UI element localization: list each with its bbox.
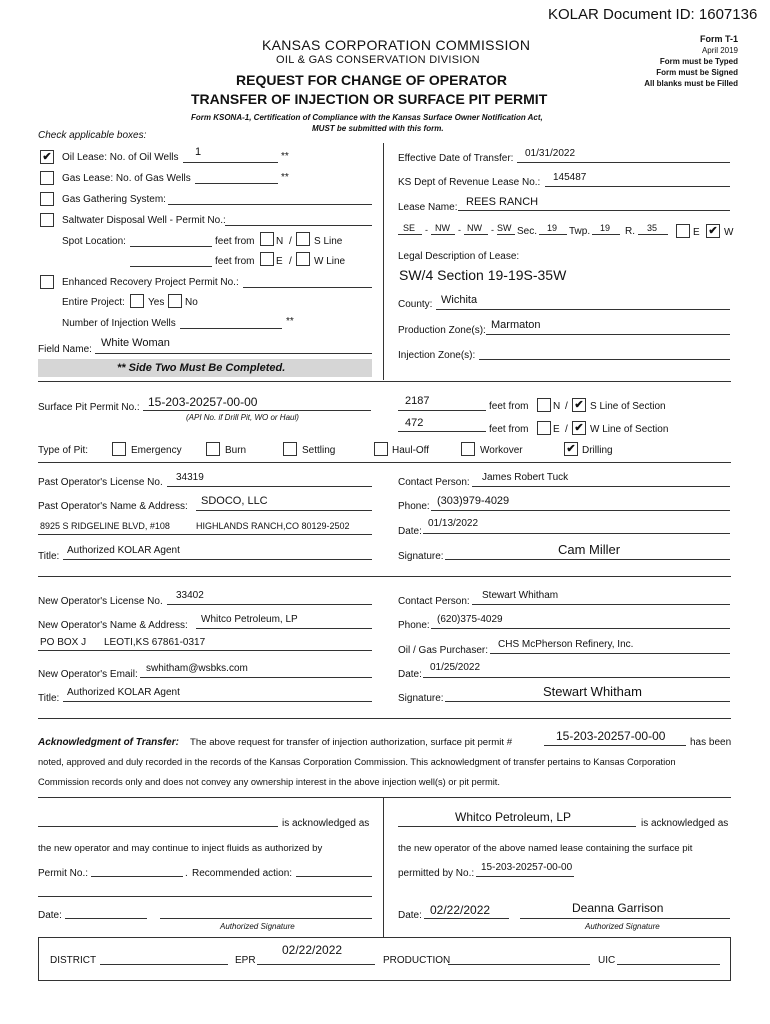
- form-date: April 2019: [701, 46, 738, 55]
- side-two-note: ** Side Two Must Be Completed.: [117, 362, 286, 374]
- pit-n-label: N: [553, 401, 561, 412]
- purchaser-value[interactable]: CHS McPherson Refinery, Inc.: [498, 639, 634, 650]
- form-title-line2: TRANSFER OF INJECTION OR SURFACE PIT PERMIT: [191, 91, 548, 107]
- drilling-checkbox[interactable]: ✔: [564, 442, 578, 456]
- n-checkbox[interactable]: [260, 232, 274, 246]
- oil-wells-value[interactable]: 1: [195, 146, 202, 158]
- past-address-1[interactable]: 8925 S RIDGELINE BLVD, #108: [40, 521, 170, 531]
- lease-name-line: [458, 210, 730, 211]
- slash-2: /: [289, 256, 292, 267]
- new-license-label: New Operator's License No.: [38, 596, 163, 607]
- field-name-value[interactable]: White Woman: [101, 337, 170, 349]
- division-name: OIL & GAS CONSERVATION DIVISION: [276, 54, 480, 66]
- past-phone-label: Phone:: [398, 501, 430, 512]
- new-phone-label: Phone:: [398, 620, 430, 631]
- n-label: N: [276, 236, 284, 247]
- gas-gathering-line: [168, 204, 372, 205]
- pit-e-checkbox[interactable]: [537, 421, 551, 435]
- left-ack-line: [38, 826, 278, 827]
- section-separator-1: [38, 381, 731, 382]
- left-signature-line: [160, 918, 372, 919]
- slash-4: /: [565, 424, 568, 435]
- agency-name: KANSAS CORPORATION COMMISSION: [262, 37, 531, 53]
- e-label: E: [276, 256, 283, 267]
- saltwater-checkbox[interactable]: [40, 213, 54, 227]
- left-date-label: Date:: [38, 910, 62, 921]
- uic-line: [617, 964, 720, 965]
- past-name-label: Past Operator's Name & Address:: [38, 501, 188, 512]
- past-signature-label: Signature:: [398, 551, 444, 562]
- production-label: PRODUCTION: [383, 955, 451, 966]
- ack-text-1: The above request for transfer of injection authorization, surface pit permit #: [190, 737, 513, 748]
- new-contact-label: Contact Person:: [398, 596, 470, 607]
- spot-line: [130, 246, 212, 247]
- past-title-label: Title:: [38, 551, 60, 562]
- pit-s-checkbox[interactable]: ✔: [572, 398, 586, 412]
- right-date-line: [424, 918, 509, 919]
- district-label: DISTRICT: [50, 955, 97, 966]
- past-name-value[interactable]: SDOCO, LLC: [201, 495, 268, 507]
- hauloff-label: Haul-Off: [392, 445, 430, 456]
- past-contact-value[interactable]: James Robert Tuck: [482, 472, 569, 483]
- spot-line-2: [130, 266, 212, 267]
- ack-text-3: Commission records only and does not convey any ownership interest in the above injection well(s) or pit permit.: [38, 777, 500, 787]
- twp-value[interactable]: 19: [600, 223, 611, 233]
- new-signature-line: [445, 701, 730, 702]
- dash-1: -: [425, 225, 428, 235]
- permit-no-label: Permit No.:: [38, 868, 89, 879]
- yes-checkbox[interactable]: [130, 294, 144, 308]
- pit-permit-label: Surface Pit Permit No.:: [38, 402, 140, 413]
- permit-no-line: [91, 876, 183, 877]
- pit-feet-from: feet from: [489, 401, 529, 412]
- workover-label: Workover: [480, 445, 523, 456]
- pit-e-label: E: [553, 424, 560, 435]
- new-address-line: [38, 650, 372, 651]
- past-signature-line: [445, 559, 730, 560]
- oil-wells-line: [183, 162, 278, 163]
- past-phone-line: [431, 510, 730, 511]
- left-ack-label: is acknowledged as: [282, 818, 370, 829]
- field-name-line: [95, 353, 372, 354]
- effective-date-label: Effective Date of Transfer:: [398, 153, 514, 164]
- ft2-line: [398, 431, 486, 432]
- left-auth-signature: Authorized Signature: [220, 922, 295, 931]
- settling-label: Settling: [302, 445, 336, 456]
- district-line: [100, 964, 228, 965]
- quarter-4[interactable]: SW: [497, 223, 512, 233]
- prod-zone-label: Production Zone(s):: [398, 325, 486, 336]
- ks-dept-line: [545, 186, 730, 187]
- check-boxes-label: Check applicable boxes:: [38, 130, 147, 141]
- past-name-line: [196, 510, 372, 511]
- enhanced-line: [243, 287, 372, 288]
- new-date-label: Date:: [398, 669, 422, 680]
- entire-project-label: Entire Project:: [62, 297, 125, 308]
- effective-date-line: [517, 162, 730, 163]
- legal-desc-value[interactable]: SW/4 Section 19-19S-35W: [399, 267, 567, 283]
- settling-checkbox[interactable]: [283, 442, 297, 456]
- form-title-line1: REQUEST FOR CHANGE OF OPERATOR: [236, 72, 507, 88]
- right-ack-label: is acknowledged as: [641, 818, 729, 829]
- ksona-note-2: MUST be submitted with this form.: [312, 124, 444, 133]
- enhanced-checkbox[interactable]: [40, 275, 54, 289]
- q2-line: [431, 234, 455, 235]
- injection-wells-line: [180, 328, 282, 329]
- recommended-line-2: [38, 896, 372, 897]
- e-range-label: E: [693, 227, 700, 238]
- past-date-value[interactable]: 01/13/2022: [428, 518, 479, 529]
- gas-lease-label: Gas Lease: No. of Gas Wells: [62, 173, 191, 184]
- new-title-line: [63, 701, 372, 702]
- twp-label: Twp.: [569, 226, 591, 237]
- saltwater-line: [225, 225, 372, 226]
- q3-line: [464, 234, 488, 235]
- past-license-value[interactable]: 34319: [176, 472, 204, 483]
- pit-feet-from-2: feet from: [489, 424, 529, 435]
- new-contact-line: [472, 604, 730, 605]
- yes-label: Yes: [148, 297, 165, 308]
- spot-location-label: Spot Location:: [62, 236, 126, 247]
- past-address-2[interactable]: HIGHLANDS RANCH,CO 80129-2502: [196, 521, 350, 531]
- no-checkbox[interactable]: [168, 294, 182, 308]
- sec-line: [539, 234, 567, 235]
- right-signature-value[interactable]: Deanna Garrison: [572, 901, 664, 915]
- emergency-label: Emergency: [131, 445, 182, 456]
- gas-gathering-checkbox[interactable]: [40, 192, 54, 206]
- pit-feet-1[interactable]: 2187: [405, 395, 430, 407]
- recommended-line: [296, 876, 372, 877]
- no-label: No: [185, 297, 198, 308]
- new-email-value[interactable]: swhitham@wsbks.com: [146, 663, 248, 674]
- county-value[interactable]: Wichita: [441, 294, 478, 306]
- r-value[interactable]: 35: [647, 223, 658, 233]
- new-license-line: [167, 604, 372, 605]
- new-title-value[interactable]: Authorized KOLAR Agent: [67, 687, 180, 698]
- enhanced-label: Enhanced Recovery Project Permit No.:: [62, 277, 239, 288]
- ksona-note: Form KSONA-1, Certification of Compliance with the Kansas Surface Owner Notification Act,: [191, 113, 543, 122]
- workover-checkbox[interactable]: [461, 442, 475, 456]
- legal-desc-label: Legal Description of Lease:: [398, 251, 520, 262]
- right-date-value[interactable]: 02/22/2022: [430, 903, 491, 917]
- permitted-line: [476, 876, 574, 877]
- new-name-value[interactable]: Whitco Petroleum, LP: [201, 614, 298, 625]
- past-title-line: [63, 559, 372, 560]
- new-date-value[interactable]: 01/25/2022: [430, 662, 481, 673]
- section-separator-2: [38, 462, 731, 463]
- epr-date[interactable]: 02/22/2022: [282, 943, 343, 957]
- lease-name-value[interactable]: REES RANCH: [466, 196, 539, 208]
- past-license-line: [167, 486, 372, 487]
- right-ack-text: the new operator of the above named lease containing the surface pit: [398, 843, 693, 854]
- inj-zone-line: [479, 359, 730, 360]
- injection-wells-label: Number of Injection Wells: [62, 318, 176, 329]
- permitted-value[interactable]: 15-203-20257-00-00: [481, 862, 573, 873]
- county-line: [436, 309, 730, 310]
- past-date-label: Date:: [398, 526, 422, 537]
- past-contact-label: Contact Person:: [398, 477, 470, 488]
- new-email-label: New Operator's Email:: [38, 669, 138, 680]
- slash-3: /: [565, 401, 568, 412]
- purchaser-label: Oil / Gas Purchaser:: [398, 645, 489, 656]
- pit-permit-line: [143, 410, 371, 411]
- drilling-label: Drilling: [582, 445, 613, 456]
- sec-value[interactable]: 19: [547, 223, 558, 233]
- feet-from-label: feet from: [215, 236, 255, 247]
- api-note: (API No. if Drill Pit, WO or Haul): [186, 413, 299, 422]
- slash: /: [289, 236, 292, 247]
- pit-feet-2[interactable]: 472: [405, 417, 424, 429]
- new-email-line: [140, 677, 372, 678]
- s-line-label: S Line: [314, 236, 343, 247]
- right-signature-line: [520, 918, 730, 919]
- column-divider: [383, 143, 384, 380]
- w-checkbox[interactable]: [296, 252, 310, 266]
- right-auth-signature: Authorized Signature: [585, 922, 660, 931]
- hauloff-checkbox[interactable]: [374, 442, 388, 456]
- twp-line: [592, 234, 620, 235]
- section-separator-5: [38, 797, 731, 798]
- pit-w-line: W Line of Section: [590, 424, 669, 435]
- quarter-2[interactable]: NW: [435, 223, 450, 233]
- gas-wells-line: [195, 183, 278, 184]
- oil-lease-label: Oil Lease: No. of Oil Wells: [62, 152, 179, 163]
- inj-zone-label: Injection Zone(s):: [398, 350, 476, 361]
- ft1-line: [398, 410, 486, 411]
- epr-line: [257, 964, 375, 965]
- section-separator-3: [38, 576, 731, 577]
- right-ack-line: [398, 826, 636, 827]
- form-id: Form T-1: [699, 34, 738, 44]
- prod-zone-value[interactable]: Marmaton: [491, 319, 541, 331]
- new-title-label: Title:: [38, 693, 60, 704]
- new-date-line: [423, 677, 730, 678]
- burn-label: Burn: [225, 445, 247, 456]
- ks-dept-value[interactable]: 145487: [553, 172, 587, 183]
- pit-w-checkbox[interactable]: ✔: [572, 421, 586, 435]
- quarter-3[interactable]: NW: [467, 223, 482, 233]
- past-phone-value[interactable]: (303)979-4029: [437, 495, 510, 507]
- prod-zone-line: [486, 334, 730, 335]
- stars-note-3: **: [286, 316, 294, 327]
- w-line-label: W Line: [314, 256, 346, 267]
- production-line: [448, 964, 590, 965]
- new-name-line: [196, 628, 372, 629]
- new-license-value[interactable]: 33402: [176, 590, 204, 601]
- note-typed: Form must be Typed: [659, 57, 738, 66]
- ack-label: Acknowledgment of Transfer:: [38, 737, 179, 748]
- note-signed: Form must be Signed: [656, 68, 738, 77]
- pit-permit-value[interactable]: 15-203-20257-00-00: [148, 395, 258, 409]
- ack-has-been: has been: [690, 737, 732, 748]
- permitted-label: permitted by No.:: [398, 868, 475, 879]
- new-name-label: New Operator's Name & Address:: [38, 620, 188, 631]
- ack-permit-value[interactable]: 15-203-20257-00-00: [556, 729, 666, 743]
- lease-name-label: Lease Name:: [398, 202, 458, 213]
- q4-line: [497, 234, 515, 235]
- past-contact-line: [472, 486, 730, 487]
- emergency-checkbox[interactable]: [112, 442, 126, 456]
- saltwater-label: Saltwater Disposal Well - Permit No.:: [62, 215, 226, 226]
- left-ack-text: the new operator and may continue to inject fluids as authorized by: [38, 843, 323, 854]
- sec-label: Sec.: [517, 226, 538, 237]
- section-separator-4: [38, 718, 731, 719]
- r-line: [638, 234, 668, 235]
- w-range-label: W: [724, 227, 734, 238]
- right-ack-name[interactable]: Whitco Petroleum, LP: [455, 810, 572, 824]
- gas-lease-checkbox[interactable]: [40, 171, 54, 185]
- period: .: [185, 868, 188, 879]
- past-address-line: [38, 534, 372, 535]
- pit-s-line: S Line of Section: [590, 401, 666, 412]
- q1-line: [398, 234, 422, 235]
- new-address-2[interactable]: LEOTI,KS 67861-0317: [104, 637, 206, 648]
- dash-2: -: [458, 225, 461, 235]
- left-date-line: [65, 918, 147, 919]
- new-signature-label: Signature:: [398, 693, 444, 704]
- past-signature-value[interactable]: Cam Miller: [558, 542, 621, 557]
- epr-label: EPR: [235, 955, 256, 966]
- r-label: R.: [625, 226, 635, 237]
- pit-type-label: Type of Pit:: [38, 445, 89, 456]
- ks-dept-label: KS Dept of Revenue Lease No.:: [398, 177, 541, 188]
- bottom-divider: [383, 797, 384, 937]
- pit-n-checkbox[interactable]: [537, 398, 551, 412]
- feet-from-label-2: feet from: [215, 256, 255, 267]
- oil-lease-checkbox[interactable]: ✔: [40, 150, 54, 164]
- new-signature-value[interactable]: Stewart Whitham: [543, 684, 642, 699]
- new-phone-line: [431, 628, 730, 629]
- ack-text-2: noted, approved and duly recorded in the records of the Kansas Corporation Commission. This acknowledgment of transfer pertains to Kansas Corporation: [38, 757, 676, 767]
- past-title-value[interactable]: Authorized KOLAR Agent: [67, 545, 180, 556]
- gas-gathering-label: Gas Gathering System:: [62, 194, 166, 205]
- new-contact-value[interactable]: Stewart Whitham: [482, 590, 559, 601]
- purchaser-line: [490, 653, 730, 654]
- stars-note-2: **: [281, 172, 289, 183]
- new-phone-value[interactable]: (620)375-4029: [437, 614, 503, 625]
- w-range-checkbox[interactable]: ✔: [706, 224, 720, 238]
- stars-note: **: [281, 151, 289, 162]
- note-filled: All blanks must be Filled: [644, 79, 738, 88]
- document-id: KOLAR Document ID: 1607136: [548, 6, 758, 23]
- new-address-1[interactable]: PO BOX J: [40, 637, 87, 648]
- past-license-label: Past Operator's License No.: [38, 477, 163, 488]
- effective-date-value[interactable]: 01/31/2022: [525, 148, 576, 159]
- burn-checkbox[interactable]: [206, 442, 220, 456]
- quarter-1[interactable]: SE: [403, 223, 416, 233]
- uic-label: UIC: [598, 955, 616, 966]
- county-label: County:: [398, 299, 433, 310]
- right-date-label: Date:: [398, 910, 422, 921]
- recommended-label: Recommended action:: [192, 868, 293, 879]
- s-checkbox[interactable]: [296, 232, 310, 246]
- e-checkbox[interactable]: [260, 252, 274, 266]
- e-range-checkbox[interactable]: [676, 224, 690, 238]
- past-date-line: [423, 533, 730, 534]
- dash-3: -: [491, 225, 494, 235]
- field-name-label: Field Name:: [38, 344, 92, 355]
- ack-permit-line: [544, 745, 686, 746]
